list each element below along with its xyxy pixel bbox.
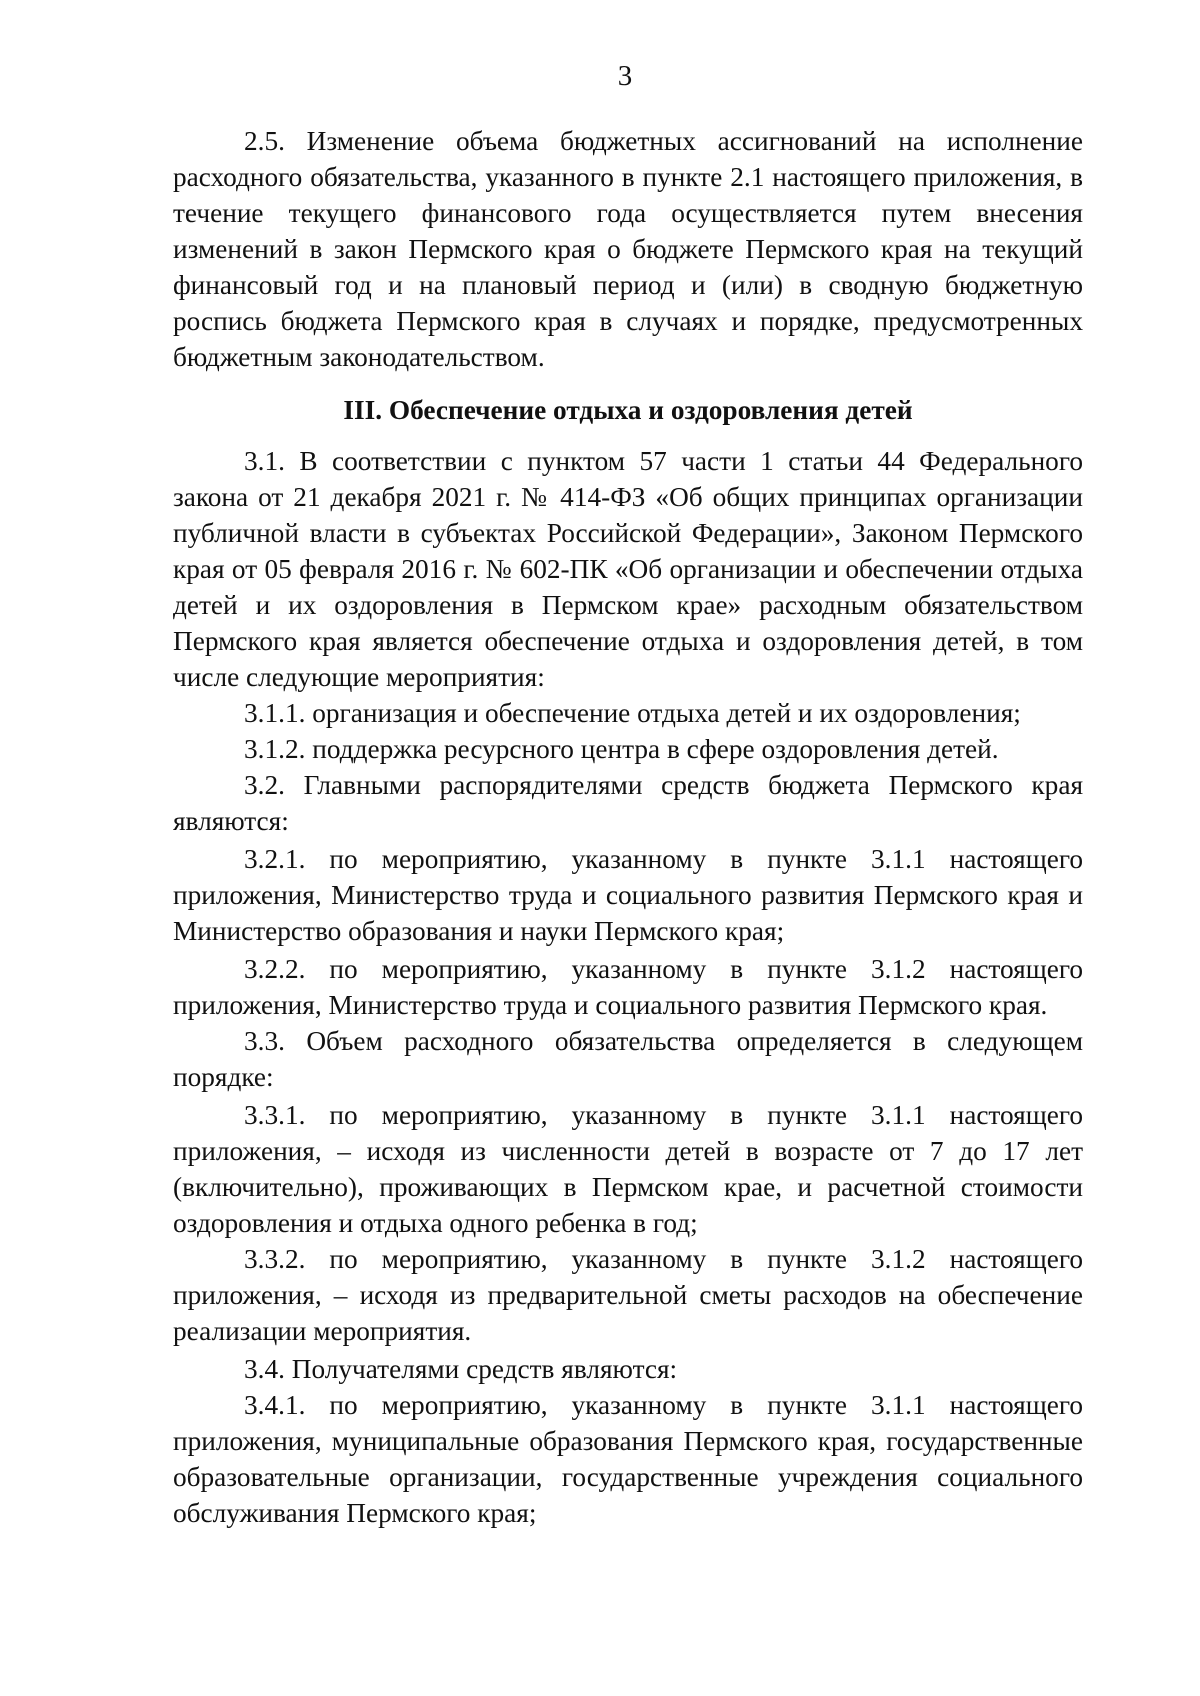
paragraph-3-2-2: 3.2.2. по мероприятию, указанному в пункте 3.1.2 настоящего приложения, Министерство труда и социального развития Пермского края.	[173, 954, 1083, 1020]
page-number: 3	[617, 60, 633, 92]
paragraph-3-4-1: 3.4.1. по мероприятию, указанному в пункте 3.1.1 настоящего приложения, муниципальные образования Пермского края, государственные образовательные организации, государственные учреждения социального обслуживания Пермского края;	[173, 1390, 1083, 1528]
paragraph-3-4: 3.4. Получателями средств являются:	[244, 1354, 678, 1384]
paragraph-3-3-1: 3.3.1. по мероприятию, указанному в пункте 3.1.1 настоящего приложения, – исходя из численности детей в возрасте от 7 до 17 лет (включительно), проживающих в Пермском крае, и расчетной стоимости оздоровления и отдыха одного ребенка в год;	[173, 1100, 1083, 1238]
document-body	[173, 123, 1083, 1531]
section-heading: III. Обеспечение отдыха и оздоровления детей	[343, 395, 913, 425]
paragraph-3-2: 3.2. Главными распорядителями средств бюджета Пермского края являются:	[173, 770, 1083, 836]
paragraph-3-2-1: 3.2.1. по мероприятию, указанному в пункте 3.1.1 настоящего приложения, Министерство труда и социального развития Пермского края и Министерство образования и науки Пермского края;	[173, 844, 1083, 946]
paragraph-3-3: 3.3. Объем расходного обязательства определяется в следующем порядке:	[173, 1026, 1083, 1092]
paragraph-3-1: 3.1. В соответствии с пунктом 57 части 1 статьи 44 Федерального закона от 21 декабря 2021 г. № 414-ФЗ «Об общих принципах организации публичной власти в субъектах Российской Федерации», Законом Пермского края от 05 февраля 2016 г. № 602-ПК «Об организации и обеспечении отдыха детей и их оздоровления в Пермском крае» расходным обязательством Пермского края является обеспечение отдыха и оздоровления детей, в том числе следующие мероприятия:	[173, 446, 1083, 692]
paragraph-3-3-2: 3.3.2. по мероприятию, указанному в пункте 3.1.2 настоящего приложения, – исходя из предварительной сметы расходов на обеспечение реализации мероприятия.	[173, 1244, 1083, 1346]
paragraph-3-1-2: 3.1.2. поддержка ресурсного центра в сфере оздоровления детей.	[244, 734, 999, 764]
paragraph-3-1-1: 3.1.1. организация и обеспечение отдыха детей и их оздоровления;	[244, 698, 1021, 728]
paragraph-2-5: 2.5. Изменение объема бюджетных ассигнований на исполнение расходного обязательства, указанного в пункте 2.1 настоящего приложения, в течение текущего финансового года осуществляется путем внесения изменений в закон Пермского края о бюджете Пермского края на текущий финансовый год и на плановый период и (или) в сводную бюджетную роспись бюджета Пермского края в случаях и порядке, предусмотренных бюджетным законодательством.	[173, 126, 1083, 372]
